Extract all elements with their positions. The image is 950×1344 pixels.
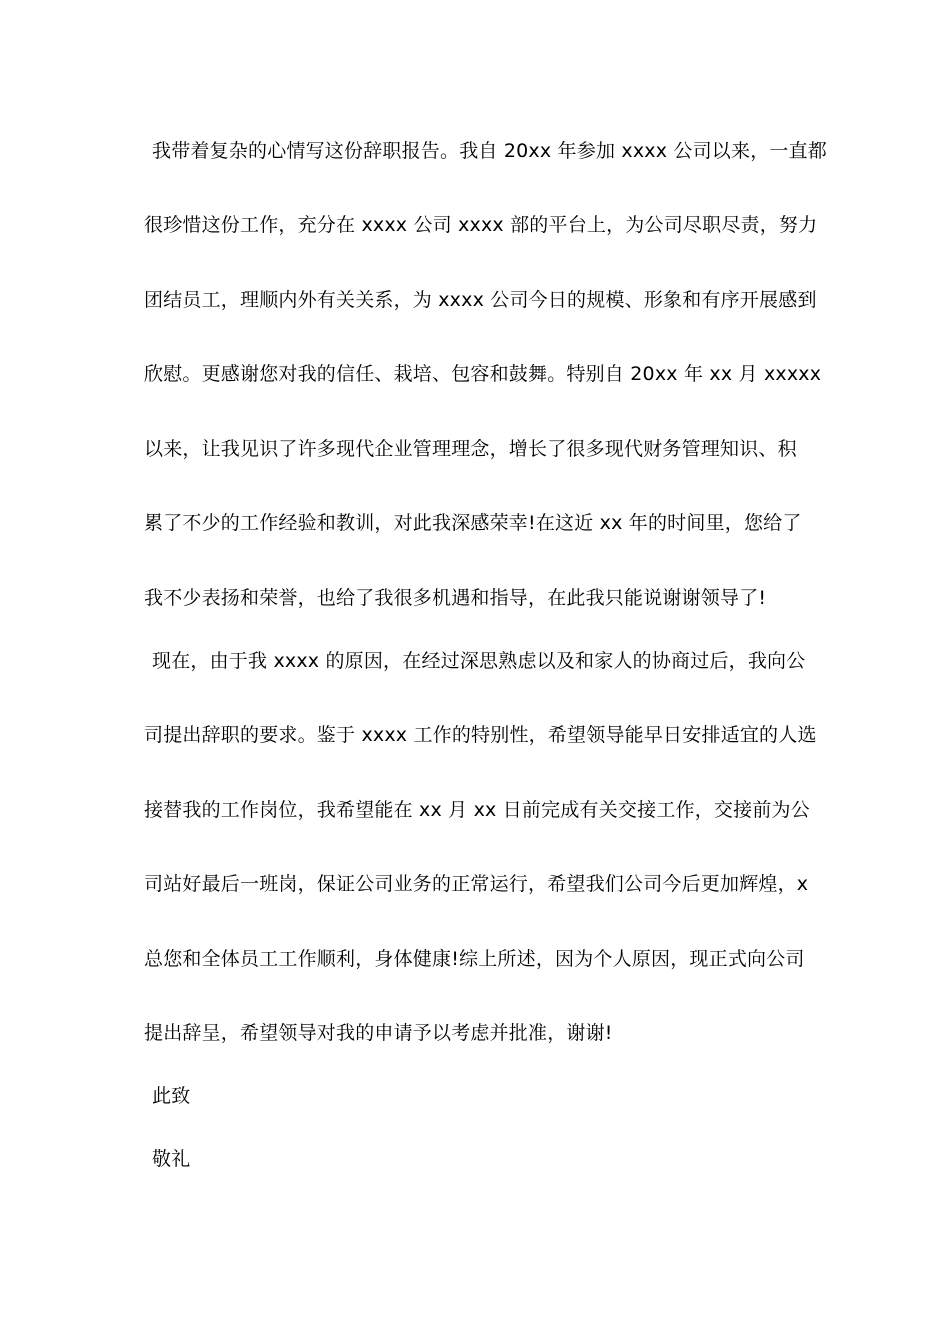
text-line: 司提出辞职的要求。鉴于 xxxx 工作的特别性，希望领导能早日安排适宜的人选: [144, 724, 817, 746]
text-line: 总您和全体员工工作顺利，身体健康!综上所述，因为个人原因，现正式向公司: [144, 948, 805, 970]
text-line: 很珍惜这份工作，充分在 xxxx 公司 xxxx 部的平台上，为公司尽职尽责，努力: [144, 214, 818, 236]
text-line: 接替我的工作岗位，我希望能在 xx 月 xx 日前完成有关交接工作，交接前为公: [144, 799, 810, 821]
text-line: 提出辞呈，希望领导对我的申请予以考虑并批准，谢谢!: [144, 1022, 613, 1044]
text-line: 司站好最后一班岗，保证公司业务的正常运行，希望我们公司今后更加辉煌，x: [144, 873, 809, 895]
text-line: 累了不少的工作经验和教训，对此我深感荣幸!在这近 xx 年的时间里，您给了: [144, 512, 802, 534]
closing-regards: 敬礼: [152, 1148, 191, 1170]
text-line: 我带着复杂的心情写这份辞职报告。我自 20xx 年参加 xxxx 公司以来，一直都: [152, 140, 828, 162]
text-line: 团结员工，理顺内外有关关系，为 xxxx 公司今日的规模、形象和有序开展感到: [144, 289, 817, 311]
text-line: 以来，让我见识了许多现代企业管理理念，增长了很多现代财务管理知识、积: [144, 438, 797, 460]
closing-salutation: 此致: [152, 1085, 191, 1107]
text-line: 我不少表扬和荣誉，也给了我很多机遇和指导，在此我只能说谢谢领导了!: [144, 587, 767, 609]
text-line: 欣慰。更感谢您对我的信任、栽培、包容和鼓舞。特别自 20xx 年 xx 月 xxxxx: [144, 363, 822, 385]
text-line: 现在，由于我 xxxx 的原因，在经过深思熟虑以及和家人的协商过后，我向公: [152, 650, 806, 672]
